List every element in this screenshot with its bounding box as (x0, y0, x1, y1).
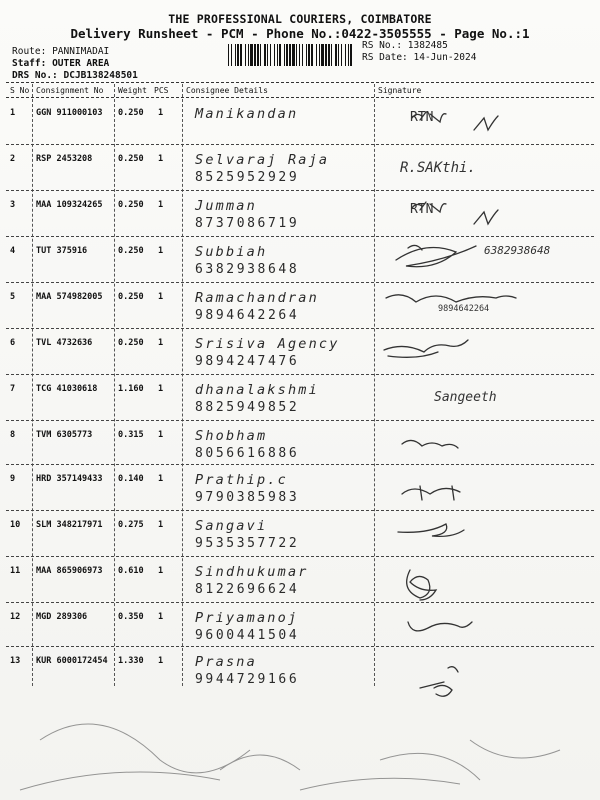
barcode-bar (299, 44, 300, 66)
consignee-phone: 9790385983 (195, 490, 300, 505)
table-row (0, 330, 600, 376)
row-divider (6, 374, 594, 375)
consignee-phone: 8122696624 (195, 582, 300, 597)
row-sno: 10 (10, 520, 21, 530)
consignee-name: Srisiva Agency (195, 336, 340, 352)
row-divider (6, 602, 594, 603)
rs-date-value: 14-Jun-2024 (413, 52, 477, 63)
row-pcs: 1 (158, 430, 164, 440)
barcode-bar (306, 44, 307, 66)
row-pcs: 1 (158, 612, 164, 622)
staff-line: Staff: OUTER AREA (12, 58, 110, 69)
barcode-bar (264, 44, 266, 66)
consignee-phone: 8825949852 (195, 400, 300, 415)
row-pcs: 1 (158, 200, 164, 210)
rs-number-value: 1382485 (407, 40, 448, 51)
barcode-bar (228, 44, 229, 66)
row-sno: 13 (10, 656, 21, 666)
row-weight: 0.250 (118, 200, 144, 210)
consignee-name: Prasna (195, 654, 257, 670)
row-divider (6, 282, 594, 283)
col-weight: Weight (118, 86, 147, 95)
row-weight: 0.350 (118, 612, 144, 622)
row-weight: 0.140 (118, 474, 144, 484)
consignee-name: Sangavi (195, 518, 268, 534)
route-value: PANNIMADAI (52, 46, 110, 57)
staff-value: OUTER AREA (52, 58, 110, 69)
table-row (0, 512, 600, 558)
consignee-phone: 8737086719 (195, 216, 300, 231)
barcode-bar (235, 44, 236, 66)
barcode-bar (289, 44, 291, 66)
row-consignment: MAA 865906973 (36, 566, 103, 576)
row-sno: 8 (10, 430, 16, 440)
row-divider (6, 236, 594, 237)
barcode-bar (267, 44, 268, 66)
row-weight: 0.610 (118, 566, 144, 576)
row-consignment: MAA 109324265 (36, 200, 103, 210)
barcode-bar (341, 44, 342, 66)
row-sno: 3 (10, 200, 16, 210)
row-divider (6, 464, 594, 465)
col-details: Consignee Details (186, 86, 268, 95)
consignee-phone: 9535357722 (195, 536, 300, 551)
barcode-bar (321, 44, 324, 66)
row-divider (6, 510, 594, 511)
consignee-name: Selvaraj Raja (195, 152, 330, 168)
row-consignment: HRD 357149433 (36, 474, 103, 484)
row-sno: 6 (10, 338, 16, 348)
consignee-name: Ramachandran (195, 290, 319, 306)
row-pcs: 1 (158, 474, 164, 484)
row-consignment: SLM 348217971 (36, 520, 103, 530)
row-sno: 4 (10, 246, 16, 256)
barcode-bar (240, 44, 242, 66)
header-divider (6, 82, 594, 83)
row-consignment: TVL 4732636 (36, 338, 93, 348)
row-weight: 1.160 (118, 384, 144, 394)
consignee-name: Prathip.c (195, 472, 288, 488)
barcode-bar (348, 44, 349, 66)
row-consignment: TVM 6305773 (36, 430, 93, 440)
barcode-bar (350, 44, 352, 66)
row-weight: 0.250 (118, 108, 144, 118)
col-consignment: Consignment No (36, 86, 104, 95)
rs-date-line: RS Date: 14-Jun-2024 (362, 52, 477, 63)
row-weight: 0.250 (118, 246, 144, 256)
consignee-name: dhanalakshmi (195, 382, 319, 398)
row-consignment: TCG 41030618 (36, 384, 98, 394)
row-consignment: MGD 289306 (36, 612, 88, 622)
consignee-phone: 9600441504 (195, 628, 300, 643)
row-pcs: 1 (158, 292, 164, 302)
row-pcs: 1 (158, 108, 164, 118)
row-weight: 0.250 (118, 338, 144, 348)
row-sno: 5 (10, 292, 16, 302)
barcode-bar (286, 44, 288, 66)
table-row (0, 466, 600, 512)
row-consignment: GGN 911000103 (36, 108, 103, 118)
barcode-bar (231, 44, 232, 66)
barcode-bar (237, 44, 239, 66)
consignee-name: Shobham (195, 428, 268, 444)
consignee-phone: 9944729166 (195, 672, 300, 687)
sig-text-1: RTN (410, 110, 434, 125)
barcode-bar (308, 44, 310, 66)
row-divider (6, 556, 594, 557)
barcode-bar (319, 44, 320, 66)
barcode-bar (296, 44, 297, 66)
table-row (0, 422, 600, 468)
row-consignment: RSP 2453208 (36, 154, 93, 164)
runsheet-subtitle: Delivery Runsheet - PCM - Phone No.:0422-3505555 - Page No.:1 (70, 26, 530, 41)
sig-text-4: 6382938648 (484, 244, 551, 257)
row-pcs: 1 (158, 338, 164, 348)
row-divider (6, 420, 594, 421)
barcode-bar (274, 44, 275, 66)
col-sno: S No (10, 86, 30, 95)
barcode-bar (254, 44, 256, 66)
consignee-phone: 8525952929 (195, 170, 300, 185)
row-sno: 7 (10, 384, 16, 394)
barcode-bar (331, 44, 332, 66)
row-pcs: 1 (158, 656, 164, 666)
consignee-phone: 9894247476 (195, 354, 300, 369)
sig-text-5: 9894642264 (438, 304, 490, 314)
route-line: Route: PANNIMADAI (12, 46, 110, 57)
sig-text-3: RTN (410, 202, 434, 217)
row-weight: 0.275 (118, 520, 144, 530)
barcode-bar (284, 44, 285, 66)
barcode-bar (248, 44, 249, 66)
row-sno: 1 (10, 108, 16, 118)
barcode-bar (277, 44, 278, 66)
table-row (0, 192, 600, 238)
sig-text-7: Sangeeth (434, 390, 497, 405)
col-pcs: PCS (154, 86, 169, 95)
barcode-bar (325, 44, 327, 66)
row-divider (6, 144, 594, 145)
consignee-name: Sindhukumar (195, 564, 309, 580)
barcode-bar (311, 44, 313, 66)
barcode-bar (270, 44, 271, 66)
table-row (0, 284, 600, 330)
company-title: THE PROFESSIONAL COURIERS, COIMBATORE (168, 12, 432, 26)
table-row (0, 376, 600, 422)
row-sno: 2 (10, 154, 16, 164)
row-weight: 1.330 (118, 656, 144, 666)
row-pcs: 1 (158, 154, 164, 164)
row-sno: 9 (10, 474, 16, 484)
row-weight: 0.315 (118, 430, 144, 440)
row-pcs: 1 (158, 384, 164, 394)
drs-value: DCJB138248501 (63, 70, 138, 81)
row-consignment: KUR 6000172454 (36, 656, 108, 666)
consignee-name: Manikandan (195, 106, 299, 122)
barcode-bar (292, 44, 295, 66)
row-weight: 0.250 (118, 154, 144, 164)
row-consignment: TUT 375916 (36, 246, 88, 256)
consignee-phone: 9894642264 (195, 308, 300, 323)
consignee-name: Jumman (195, 198, 257, 214)
barcode-bar (245, 44, 246, 66)
barcode-bar (257, 44, 259, 66)
barcode-bar (250, 44, 253, 66)
col-signature: Signature (378, 86, 422, 95)
row-divider (6, 646, 594, 647)
row-divider (6, 328, 594, 329)
rs-number-line: RS No.: 1382485 (362, 40, 448, 51)
table-row (0, 558, 600, 604)
consignee-phone: 6382938648 (195, 262, 300, 277)
row-weight: 0.250 (118, 292, 144, 302)
row-sno: 11 (10, 566, 21, 576)
consignee-name: Subbiah (195, 244, 268, 260)
barcode-bar (328, 44, 330, 66)
barcode-image (228, 44, 356, 66)
column-divider (6, 97, 594, 98)
barcode-bar (338, 44, 339, 66)
table-row (0, 604, 600, 650)
consignee-phone: 8056616886 (195, 446, 300, 461)
table-row (0, 648, 600, 694)
row-divider (6, 190, 594, 191)
row-pcs: 1 (158, 566, 164, 576)
row-sno: 12 (10, 612, 21, 622)
sig-text-2: R.SAKthi. (400, 160, 476, 176)
barcode-bar (302, 44, 303, 66)
barcode-bar (335, 44, 337, 66)
table-row (0, 100, 600, 146)
consignee-name: Priyamanoj (195, 610, 299, 626)
barcode-bar (260, 44, 261, 66)
row-pcs: 1 (158, 520, 164, 530)
table-row (0, 146, 600, 192)
barcode-bar (279, 44, 281, 66)
barcode-bar (345, 44, 346, 66)
drs-line: DRS No.: DCJB138248501 (12, 70, 138, 81)
barcode-bar (316, 44, 317, 66)
row-pcs: 1 (158, 246, 164, 256)
row-consignment: MAA 574982005 (36, 292, 103, 302)
